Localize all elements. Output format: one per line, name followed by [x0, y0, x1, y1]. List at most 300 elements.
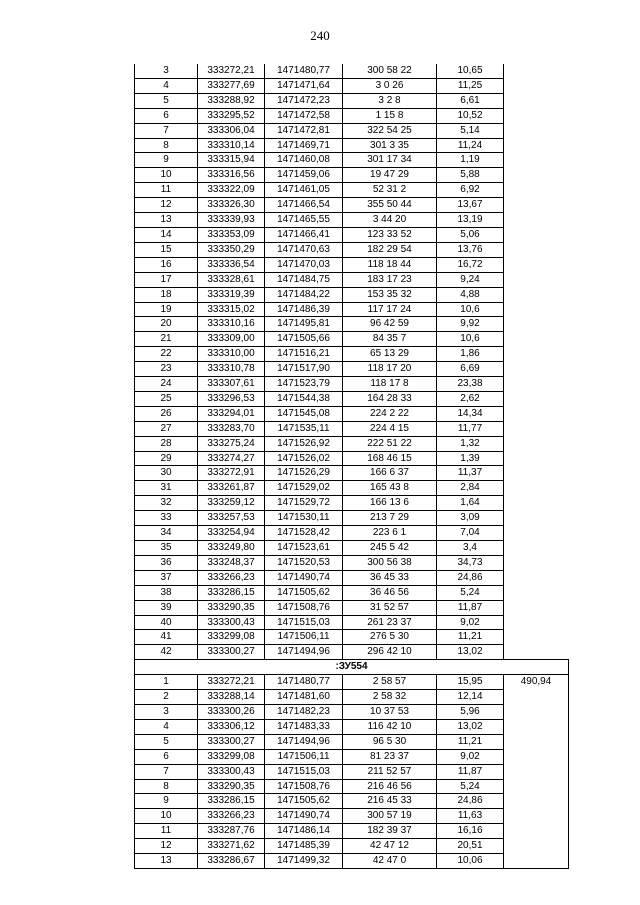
area-cell-continued [504, 734, 569, 749]
x-coordinate-cell: 333271,62 [198, 839, 265, 854]
distance-cell: 13,67 [437, 198, 504, 213]
distance-cell: 13,02 [437, 645, 504, 660]
x-coordinate-cell: 333300,27 [198, 645, 265, 660]
table-row [135, 645, 569, 660]
direction-angle-cell: 216 46 56 [343, 779, 437, 794]
y-coordinate-cell: 1471535,11 [265, 421, 343, 436]
point-number-cell: 5 [135, 93, 198, 108]
direction-angle-cell: 213 7 29 [343, 511, 437, 526]
empty-cell [504, 153, 569, 168]
x-coordinate-cell: 333353,09 [198, 227, 265, 242]
y-coordinate-cell: 1471469,71 [265, 138, 343, 153]
x-coordinate-cell: 333286,15 [198, 794, 265, 809]
empty-cell [504, 347, 569, 362]
distance-cell: 10,52 [437, 108, 504, 123]
direction-angle-cell: 296 42 10 [343, 645, 437, 660]
distance-cell: 13,76 [437, 242, 504, 257]
direction-angle-cell: 96 5 30 [343, 734, 437, 749]
y-coordinate-cell: 1471508,76 [265, 600, 343, 615]
point-number-cell: 27 [135, 421, 198, 436]
direction-angle-cell: 10 37 53 [343, 704, 437, 719]
table-row [135, 332, 569, 347]
table-row [135, 839, 569, 854]
direction-angle-cell: 19 47 29 [343, 168, 437, 183]
point-number-cell: 21 [135, 332, 198, 347]
x-coordinate-cell: 333274,27 [198, 451, 265, 466]
direction-angle-cell: 84 35 7 [343, 332, 437, 347]
empty-cell [504, 362, 569, 377]
table-row [135, 496, 569, 511]
x-coordinate-cell: 333306,04 [198, 123, 265, 138]
y-coordinate-cell: 1471472,81 [265, 123, 343, 138]
area-cell-continued [504, 719, 569, 734]
x-coordinate-cell: 333249,80 [198, 541, 265, 556]
x-coordinate-cell: 333319,39 [198, 287, 265, 302]
empty-cell [504, 496, 569, 511]
distance-cell: 2,62 [437, 391, 504, 406]
y-coordinate-cell: 1471472,23 [265, 93, 343, 108]
empty-cell [504, 64, 569, 78]
point-number-cell: 10 [135, 168, 198, 183]
table-row [135, 64, 569, 78]
x-coordinate-cell: 333272,21 [198, 675, 265, 690]
x-coordinate-cell: 333266,23 [198, 809, 265, 824]
x-coordinate-cell: 333254,94 [198, 526, 265, 541]
y-coordinate-cell: 1471465,55 [265, 213, 343, 228]
empty-cell [504, 108, 569, 123]
empty-cell [504, 615, 569, 630]
empty-cell [504, 302, 569, 317]
point-number-cell: 40 [135, 615, 198, 630]
y-coordinate-cell: 1471460,08 [265, 153, 343, 168]
point-number-cell: 7 [135, 123, 198, 138]
distance-cell: 1,64 [437, 496, 504, 511]
direction-angle-cell: 164 28 33 [343, 391, 437, 406]
distance-cell: 11,87 [437, 764, 504, 779]
point-number-cell: 36 [135, 555, 198, 570]
direction-angle-cell: 168 46 15 [343, 451, 437, 466]
empty-cell [504, 555, 569, 570]
point-number-cell: 24 [135, 377, 198, 392]
distance-cell: 1,39 [437, 451, 504, 466]
direction-angle-cell: 118 17 20 [343, 362, 437, 377]
x-coordinate-cell: 333306,12 [198, 719, 265, 734]
x-coordinate-cell: 333296,53 [198, 391, 265, 406]
distance-cell: 24,86 [437, 570, 504, 585]
empty-cell [504, 78, 569, 93]
point-number-cell: 16 [135, 257, 198, 272]
table-row [135, 272, 569, 287]
y-coordinate-cell: 1471526,29 [265, 466, 343, 481]
x-coordinate-cell: 333300,27 [198, 734, 265, 749]
point-number-cell: 31 [135, 481, 198, 496]
point-number-cell: 8 [135, 779, 198, 794]
distance-cell: 5,24 [437, 585, 504, 600]
y-coordinate-cell: 1471505,62 [265, 585, 343, 600]
distance-cell: 12,14 [437, 690, 504, 705]
point-number-cell: 4 [135, 78, 198, 93]
x-coordinate-cell: 333286,67 [198, 854, 265, 869]
x-coordinate-cell: 333290,35 [198, 600, 265, 615]
point-number-cell: 30 [135, 466, 198, 481]
table-row [135, 690, 569, 705]
table-row [135, 436, 569, 451]
direction-angle-cell: 223 6 1 [343, 526, 437, 541]
direction-angle-cell: 81 23 37 [343, 749, 437, 764]
x-coordinate-cell: 333272,21 [198, 64, 265, 78]
table-row [135, 302, 569, 317]
table-row [135, 600, 569, 615]
distance-cell: 4,88 [437, 287, 504, 302]
y-coordinate-cell: 1471517,90 [265, 362, 343, 377]
table-row [135, 704, 569, 719]
point-number-cell: 13 [135, 854, 198, 869]
distance-cell: 23,38 [437, 377, 504, 392]
section-title: :ЗУ554 [135, 660, 569, 675]
direction-angle-cell: 245 5 42 [343, 541, 437, 556]
table-row [135, 362, 569, 377]
distance-cell: 15,95 [437, 675, 504, 690]
y-coordinate-cell: 1471484,75 [265, 272, 343, 287]
direction-angle-cell: 3 2 8 [343, 93, 437, 108]
area-value: 490,94 [504, 675, 569, 690]
point-number-cell: 22 [135, 347, 198, 362]
distance-cell: 3,09 [437, 511, 504, 526]
y-coordinate-cell: 1471529,02 [265, 481, 343, 496]
distance-cell: 9,02 [437, 615, 504, 630]
y-coordinate-cell: 1471466,41 [265, 227, 343, 242]
x-coordinate-cell: 333300,43 [198, 615, 265, 630]
direction-angle-cell: 2 58 32 [343, 690, 437, 705]
distance-cell: 11,37 [437, 466, 504, 481]
x-coordinate-cell: 333277,69 [198, 78, 265, 93]
point-number-cell: 34 [135, 526, 198, 541]
x-coordinate-cell: 333300,43 [198, 764, 265, 779]
point-number-cell: 20 [135, 317, 198, 332]
direction-angle-cell: 300 58 22 [343, 64, 437, 78]
empty-cell [504, 421, 569, 436]
point-number-cell: 5 [135, 734, 198, 749]
direction-angle-cell: 300 56 38 [343, 555, 437, 570]
direction-angle-cell: 65 13 29 [343, 347, 437, 362]
distance-cell: 6,69 [437, 362, 504, 377]
table-row [135, 526, 569, 541]
table-row [135, 93, 569, 108]
y-coordinate-cell: 1471516,21 [265, 347, 343, 362]
y-coordinate-cell: 1471526,02 [265, 451, 343, 466]
area-cell-continued [504, 809, 569, 824]
y-coordinate-cell: 1471480,77 [265, 64, 343, 78]
table-row [135, 153, 569, 168]
point-number-cell: 12 [135, 198, 198, 213]
y-coordinate-cell: 1471526,92 [265, 436, 343, 451]
x-coordinate-cell: 333299,08 [198, 749, 265, 764]
point-number-cell: 12 [135, 839, 198, 854]
x-coordinate-cell: 333287,76 [198, 824, 265, 839]
direction-angle-cell: 1 15 8 [343, 108, 437, 123]
direction-angle-cell: 31 52 57 [343, 600, 437, 615]
direction-angle-cell: 42 47 12 [343, 839, 437, 854]
point-number-cell: 23 [135, 362, 198, 377]
table-row [135, 123, 569, 138]
x-coordinate-cell: 333315,02 [198, 302, 265, 317]
x-coordinate-cell: 333350,29 [198, 242, 265, 257]
x-coordinate-cell: 333339,93 [198, 213, 265, 228]
x-coordinate-cell: 333310,14 [198, 138, 265, 153]
table-row [135, 257, 569, 272]
x-coordinate-cell: 333257,53 [198, 511, 265, 526]
distance-cell: 20,51 [437, 839, 504, 854]
area-cell-continued [504, 779, 569, 794]
empty-cell [504, 481, 569, 496]
empty-cell [504, 406, 569, 421]
x-coordinate-cell: 333290,35 [198, 779, 265, 794]
y-coordinate-cell: 1471461,05 [265, 183, 343, 198]
y-coordinate-cell: 1471523,61 [265, 541, 343, 556]
y-coordinate-cell: 1471545,08 [265, 406, 343, 421]
table-row [135, 719, 569, 734]
table-row [135, 734, 569, 749]
empty-cell [504, 123, 569, 138]
point-number-cell: 26 [135, 406, 198, 421]
direction-angle-cell: 166 13 6 [343, 496, 437, 511]
direction-angle-cell: 118 17 8 [343, 377, 437, 392]
table-row [135, 779, 569, 794]
direction-angle-cell: 182 39 37 [343, 824, 437, 839]
point-number-cell: 18 [135, 287, 198, 302]
distance-cell: 2,84 [437, 481, 504, 496]
x-coordinate-cell: 333288,14 [198, 690, 265, 705]
table-row [135, 555, 569, 570]
direction-angle-cell: 42 47 0 [343, 854, 437, 869]
table-row [135, 854, 569, 869]
table-row [135, 406, 569, 421]
table-row [135, 481, 569, 496]
distance-cell: 34,73 [437, 555, 504, 570]
x-coordinate-cell: 333326,30 [198, 198, 265, 213]
distance-cell: 5,14 [437, 123, 504, 138]
table-row [135, 317, 569, 332]
table-row [135, 585, 569, 600]
x-coordinate-cell: 333272,91 [198, 466, 265, 481]
x-coordinate-cell: 333315,94 [198, 153, 265, 168]
direction-angle-cell: 261 23 37 [343, 615, 437, 630]
direction-angle-cell: 165 43 8 [343, 481, 437, 496]
point-number-cell: 9 [135, 153, 198, 168]
x-coordinate-cell: 333316,56 [198, 168, 265, 183]
distance-cell: 24,86 [437, 794, 504, 809]
distance-cell: 5,06 [437, 227, 504, 242]
direction-angle-cell: 224 2 22 [343, 406, 437, 421]
area-cell-continued [504, 824, 569, 839]
x-coordinate-cell: 333259,12 [198, 496, 265, 511]
y-coordinate-cell: 1471483,33 [265, 719, 343, 734]
table-row [135, 213, 569, 228]
point-number-cell: 15 [135, 242, 198, 257]
empty-cell [504, 466, 569, 481]
y-coordinate-cell: 1471484,22 [265, 287, 343, 302]
coordinates-table-body [135, 64, 569, 868]
distance-cell: 14,34 [437, 406, 504, 421]
point-number-cell: 11 [135, 183, 198, 198]
point-number-cell: 33 [135, 511, 198, 526]
y-coordinate-cell: 1471506,11 [265, 630, 343, 645]
table-row [135, 570, 569, 585]
y-coordinate-cell: 1471495,81 [265, 317, 343, 332]
x-coordinate-cell: 333288,92 [198, 93, 265, 108]
table-row [135, 749, 569, 764]
distance-cell: 11,77 [437, 421, 504, 436]
point-number-cell: 28 [135, 436, 198, 451]
empty-cell [504, 436, 569, 451]
distance-cell: 10,6 [437, 302, 504, 317]
table-row [135, 391, 569, 406]
table-row [135, 824, 569, 839]
distance-cell: 6,61 [437, 93, 504, 108]
direction-angle-cell: 182 29 54 [343, 242, 437, 257]
point-number-cell: 7 [135, 764, 198, 779]
y-coordinate-cell: 1471508,76 [265, 779, 343, 794]
direction-angle-cell: 117 17 24 [343, 302, 437, 317]
point-number-cell: 37 [135, 570, 198, 585]
x-coordinate-cell: 333283,70 [198, 421, 265, 436]
x-coordinate-cell: 333322,09 [198, 183, 265, 198]
point-number-cell: 14 [135, 227, 198, 242]
table-row [135, 794, 569, 809]
empty-cell [504, 600, 569, 615]
direction-angle-cell: 222 51 22 [343, 436, 437, 451]
y-coordinate-cell: 1471470,63 [265, 242, 343, 257]
distance-cell: 13,19 [437, 213, 504, 228]
y-coordinate-cell: 1471481,60 [265, 690, 343, 705]
distance-cell: 7,04 [437, 526, 504, 541]
direction-angle-cell: 183 17 23 [343, 272, 437, 287]
empty-cell [504, 377, 569, 392]
distance-cell: 11,21 [437, 630, 504, 645]
distance-cell: 10,65 [437, 64, 504, 78]
table-row [135, 809, 569, 824]
x-coordinate-cell: 333299,08 [198, 630, 265, 645]
y-coordinate-cell: 1471520,53 [265, 555, 343, 570]
point-number-cell: 13 [135, 213, 198, 228]
empty-cell [504, 511, 569, 526]
point-number-cell: 41 [135, 630, 198, 645]
y-coordinate-cell: 1471471,64 [265, 78, 343, 93]
y-coordinate-cell: 1471466,54 [265, 198, 343, 213]
y-coordinate-cell: 1471529,72 [265, 496, 343, 511]
y-coordinate-cell: 1471505,66 [265, 332, 343, 347]
point-number-cell: 9 [135, 794, 198, 809]
distance-cell: 1,19 [437, 153, 504, 168]
table-row [135, 183, 569, 198]
empty-cell [504, 272, 569, 287]
direction-angle-cell: 300 57 19 [343, 809, 437, 824]
direction-angle-cell: 211 52 57 [343, 764, 437, 779]
table-row [135, 377, 569, 392]
direction-angle-cell: 301 17 34 [343, 153, 437, 168]
empty-cell [504, 451, 569, 466]
table-row [135, 227, 569, 242]
direction-angle-cell: 166 6 37 [343, 466, 437, 481]
y-coordinate-cell: 1471490,74 [265, 809, 343, 824]
area-cell-continued [504, 839, 569, 854]
section-header-row [135, 660, 569, 675]
empty-cell [504, 332, 569, 347]
x-coordinate-cell: 333309,00 [198, 332, 265, 347]
distance-cell: 1,32 [437, 436, 504, 451]
distance-cell: 5,96 [437, 704, 504, 719]
table-row [135, 138, 569, 153]
point-number-cell: 38 [135, 585, 198, 600]
point-number-cell: 6 [135, 749, 198, 764]
table-row [135, 511, 569, 526]
x-coordinate-cell: 333336,54 [198, 257, 265, 272]
distance-cell: 9,92 [437, 317, 504, 332]
direction-angle-cell: 224 4 15 [343, 421, 437, 436]
coordinates-table [134, 64, 569, 869]
y-coordinate-cell: 1471515,03 [265, 764, 343, 779]
x-coordinate-cell: 333286,15 [198, 585, 265, 600]
x-coordinate-cell: 333310,16 [198, 317, 265, 332]
direction-angle-cell: 118 18 44 [343, 257, 437, 272]
empty-cell [504, 645, 569, 660]
empty-cell [504, 287, 569, 302]
distance-cell: 11,24 [437, 138, 504, 153]
distance-cell: 11,25 [437, 78, 504, 93]
point-number-cell: 17 [135, 272, 198, 287]
direction-angle-cell: 3 44 20 [343, 213, 437, 228]
y-coordinate-cell: 1471480,77 [265, 675, 343, 690]
table-row [135, 347, 569, 362]
distance-cell: 11,21 [437, 734, 504, 749]
direction-angle-cell: 36 45 33 [343, 570, 437, 585]
point-number-cell: 3 [135, 704, 198, 719]
empty-cell [504, 93, 569, 108]
x-coordinate-cell: 333275,24 [198, 436, 265, 451]
table-row [135, 242, 569, 257]
x-coordinate-cell: 333307,61 [198, 377, 265, 392]
direction-angle-cell: 52 31 2 [343, 183, 437, 198]
distance-cell: 3,4 [437, 541, 504, 556]
direction-angle-cell: 216 45 33 [343, 794, 437, 809]
direction-angle-cell: 116 42 10 [343, 719, 437, 734]
distance-cell: 9,02 [437, 749, 504, 764]
y-coordinate-cell: 1471459,06 [265, 168, 343, 183]
distance-cell: 1,86 [437, 347, 504, 362]
direction-angle-cell: 322 54 25 [343, 123, 437, 138]
y-coordinate-cell: 1471485,39 [265, 839, 343, 854]
distance-cell: 5,88 [437, 168, 504, 183]
direction-angle-cell: 123 33 52 [343, 227, 437, 242]
distance-cell: 10,06 [437, 854, 504, 869]
empty-cell [504, 585, 569, 600]
x-coordinate-cell: 333294,01 [198, 406, 265, 421]
y-coordinate-cell: 1471472,58 [265, 108, 343, 123]
point-number-cell: 32 [135, 496, 198, 511]
direction-angle-cell: 153 35 32 [343, 287, 437, 302]
direction-angle-cell: 96 42 59 [343, 317, 437, 332]
direction-angle-cell: 301 3 35 [343, 138, 437, 153]
area-cell-continued [504, 854, 569, 869]
y-coordinate-cell: 1471482,23 [265, 704, 343, 719]
table-row [135, 78, 569, 93]
x-coordinate-cell: 333310,78 [198, 362, 265, 377]
y-coordinate-cell: 1471499,32 [265, 854, 343, 869]
point-number-cell: 29 [135, 451, 198, 466]
table-row [135, 287, 569, 302]
point-number-cell: 8 [135, 138, 198, 153]
area-cell-continued [504, 704, 569, 719]
